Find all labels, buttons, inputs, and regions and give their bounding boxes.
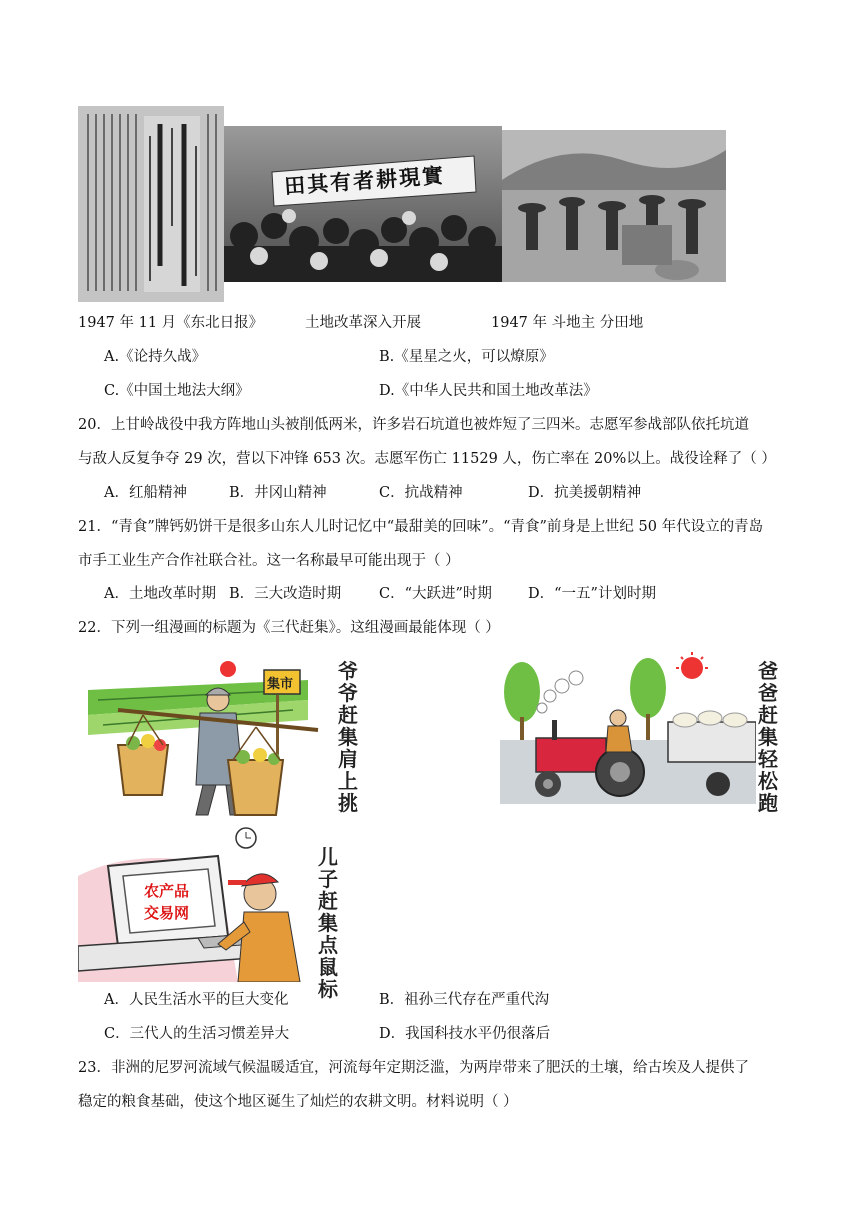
q20-option-b[interactable]: B．井冈山精神 <box>229 485 327 501</box>
q21-option-b[interactable]: B．三大改造时期 <box>229 586 342 602</box>
comic-son <box>78 826 312 982</box>
q19-option-a[interactable]: A.《论持久战》 <box>104 349 207 365</box>
q22-option-b[interactable]: B．祖孙三代存在严重代沟 <box>379 992 550 1008</box>
photo-caption-2: 土地改革深入开展 <box>305 315 421 331</box>
q20-option-c[interactable]: C．抗战精神 <box>379 485 463 501</box>
photo-caption-3: 1947 年 斗地主 分田地 <box>491 315 644 331</box>
comic-grandpa <box>78 655 334 825</box>
q23-stem-line2: 稳定的粮食基础，使这个地区诞生了灿烂的农耕文明。材料说明（ ） <box>78 1094 518 1110</box>
meeting-image <box>502 130 726 282</box>
q22-stem-line1: 22．下列一组漫画的标题为《三代赶集》。这组漫画最能体现（ ） <box>78 620 500 636</box>
newspaper-image <box>78 106 224 302</box>
q20-option-a[interactable]: A．红船精神 <box>104 485 187 501</box>
q19-option-c[interactable]: C.《中国土地法大纲》 <box>104 383 250 399</box>
newspaper-photo <box>78 106 224 302</box>
son-caption: 儿子赶集点鼠标 <box>318 845 338 1001</box>
q22-option-d[interactable]: D．我国科技水平仍很落后 <box>379 1026 551 1042</box>
land-meeting-photo <box>502 130 726 282</box>
q22-option-a[interactable]: A．人民生活水平的巨大变化 <box>104 992 289 1008</box>
comic-father <box>500 652 756 804</box>
q20-option-d[interactable]: D．抗美援朝精神 <box>528 485 642 501</box>
q21-stem-line2: 市手工业生产合作社联合社。这一名称最早可能出现于（ ） <box>78 553 460 569</box>
son-illustration <box>78 826 312 982</box>
crowd-banner-photo <box>224 126 502 282</box>
q21-stem-line1: 21．“青食”牌钙奶饼干是很多山东人儿时记忆中“最甜美的回味”。“青食”前身是上世纪 50 年代设立的青岛 <box>78 519 764 535</box>
screen-text-line1: 农产品 <box>144 882 190 900</box>
q19-option-b[interactable]: B.《星星之火，可以燎原》 <box>379 349 554 365</box>
banner-text: 田其有者耕現實 <box>283 163 446 199</box>
q20-stem-line2: 与敌人反复争夺 29 次，营以下冲锋 653 次。志愿军伤亡 11529 人，伤亡率在 20%以上。战役诠释了（ ） <box>78 451 776 467</box>
crowd-image <box>224 126 502 282</box>
q21-option-d[interactable]: D．“一五”计划时期 <box>528 586 656 602</box>
photo-caption-1: 1947 年 11 月《东北日报》 <box>78 315 264 331</box>
q22-option-c[interactable]: C．三代人的生活习惯差异大 <box>104 1026 290 1042</box>
grandpa-caption: 爷爷赶集肩上挑 <box>338 659 358 815</box>
q19-option-d[interactable]: D.《中华人民共和国土地改革法》 <box>379 383 598 399</box>
q20-stem-line1: 20．上甘岭战役中我方阵地山头被削低两米，许多岩石坑道也被炸短了三四米。志愿军参战部队依托坑道 <box>78 417 749 433</box>
father-caption: 爸爸赶集轻松跑 <box>758 659 778 815</box>
market-sign-text: 集市 <box>267 677 294 692</box>
father-illustration <box>500 652 756 804</box>
screen-text-line2: 交易网 <box>144 904 190 922</box>
q21-option-a[interactable]: A．土地改革时期 <box>104 586 216 602</box>
q21-option-c[interactable]: C．“大跃进”时期 <box>379 586 492 602</box>
q23-stem-line1: 23．非洲的尼罗河流域气候温暖适宜，河流每年定期泛滥，为两岸带来了肥沃的土壤，给古埃及人提供了 <box>78 1060 749 1076</box>
grandpa-illustration <box>78 655 334 825</box>
